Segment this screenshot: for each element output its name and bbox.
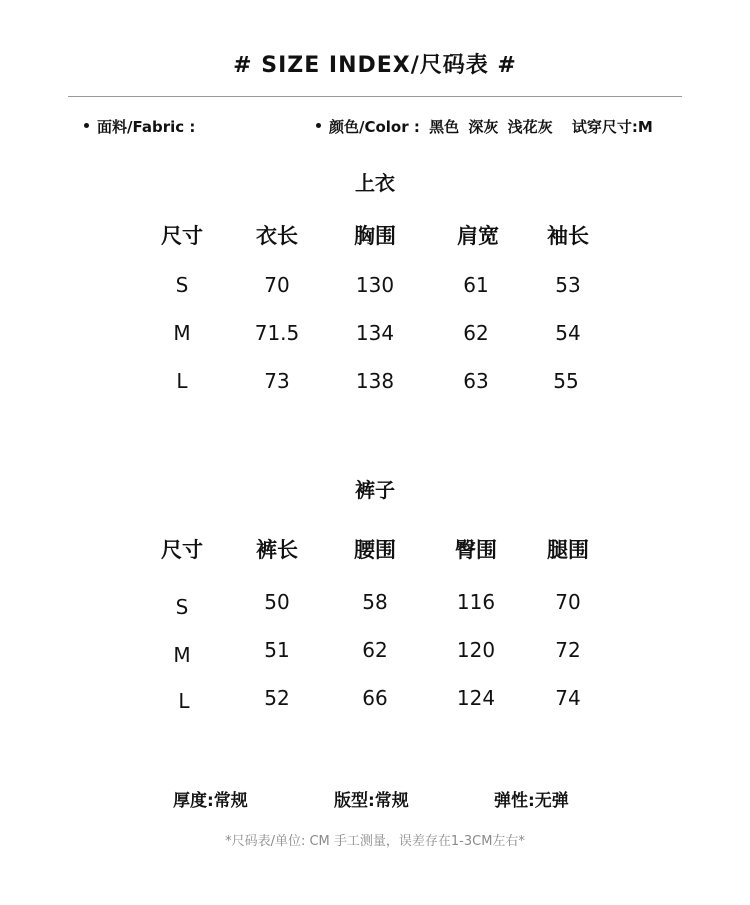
pants-cell: 62 — [362, 638, 388, 662]
pants-header-length: 裤长 — [256, 538, 298, 562]
pants-cell: 124 — [456, 686, 496, 710]
fit-attribute: 版型:常规 — [334, 791, 409, 811]
top-cell: 134 — [355, 321, 395, 345]
color-value-3: 浅花灰 — [507, 118, 553, 136]
top-cell: M — [173, 321, 191, 345]
pants-cell: L — [178, 689, 190, 713]
pants-section-title: 裤子 — [355, 478, 395, 502]
fabric-info — [84, 116, 195, 137]
pants-header-size: 尺寸 — [161, 538, 203, 562]
color-value-1: 黑色 — [429, 118, 460, 136]
pants-cell: 70 — [555, 590, 581, 614]
pants-cell: 51 — [264, 638, 290, 662]
top-cell: 73 — [264, 369, 290, 393]
top-header-chest: 胸围 — [354, 224, 396, 248]
try-on-label: 试穿尺寸: — [571, 118, 638, 136]
top-cell: S — [175, 273, 189, 297]
top-cell: 61 — [463, 273, 489, 297]
elasticity-attribute: 弹性:无弹 — [494, 791, 569, 811]
thickness-attribute: 厚度:常规 — [173, 791, 248, 811]
page-title: # SIZE INDEX/尺码表 # — [233, 53, 517, 78]
pants-cell: 52 — [264, 686, 290, 710]
top-header-sleeve: 袖长 — [547, 224, 589, 248]
pants-cell: 120 — [456, 638, 496, 662]
fabric-label: 面料/Fabric : — [97, 118, 196, 136]
color-info — [316, 116, 653, 137]
pants-cell: 50 — [264, 590, 290, 614]
top-header-shoulder: 肩宽 — [457, 224, 499, 248]
color-value-2: 深灰 — [468, 118, 499, 136]
top-cell: 53 — [555, 273, 581, 297]
divider — [68, 96, 682, 97]
bullet-icon — [84, 123, 89, 128]
top-cell: 63 — [463, 369, 489, 393]
pants-cell: M — [173, 643, 191, 667]
pants-header-thigh: 腿围 — [547, 538, 589, 562]
top-cell: 130 — [355, 273, 395, 297]
try-on-value: M — [637, 118, 653, 136]
top-cell: 54 — [555, 321, 581, 345]
pants-cell: 58 — [362, 590, 388, 614]
pants-cell: 74 — [555, 686, 581, 710]
top-cell: 62 — [463, 321, 489, 345]
top-cell: L — [176, 369, 188, 393]
top-cell: 71.5 — [254, 321, 300, 345]
top-section-title: 上衣 — [355, 171, 395, 195]
top-header-size: 尺寸 — [161, 224, 203, 248]
pants-cell: 72 — [555, 638, 581, 662]
pants-cell: 66 — [362, 686, 388, 710]
pants-cell: 116 — [456, 590, 496, 614]
top-header-length: 衣长 — [256, 224, 298, 248]
color-label: 颜色/Color : — [329, 118, 420, 136]
pants-header-hip: 臀围 — [455, 538, 497, 562]
top-cell: 55 — [553, 369, 579, 393]
top-cell: 138 — [355, 369, 395, 393]
bullet-icon — [316, 123, 321, 128]
pants-header-waist: 腰围 — [354, 538, 396, 562]
measurement-note: *尺码表/单位: CM 手工测量，误差存在1-3CM左右* — [225, 834, 525, 849]
top-cell: 70 — [264, 273, 290, 297]
pants-cell: S — [175, 595, 189, 619]
